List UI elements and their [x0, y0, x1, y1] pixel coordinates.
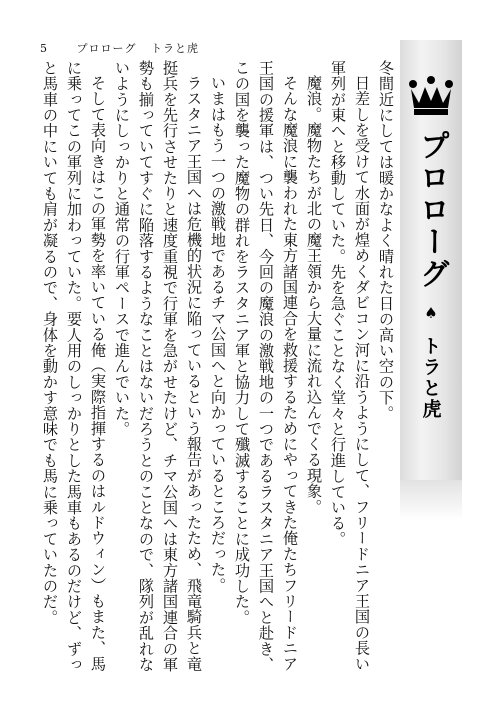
body-text — [38, 60, 398, 680]
paragraph: そんな魔浪に襲われた東方諸国連合を救援するためにやってきた俺たちフリードニア王国の援軍は、つい先日、今回の魔浪の激戦地の一つであるラスタニア王国へと赴き、この国を襲った魔物の群れをラスタニア軍と協力して殲滅することに成功した。 — [233, 60, 299, 673]
chapter-title-panel — [400, 40, 462, 480]
running-header — [40, 40, 199, 56]
page-number: 5 — [40, 42, 48, 55]
running-subtitle: トラと虎 — [151, 42, 199, 55]
chapter-title-main: プロローグ — [414, 130, 449, 290]
paragraph: そして表向きはこの軍勢を率いている俺（実際指揮するのはルドウィン）もまた、馬に乗ってこの軍列に加わっていた。要人用のしっかりとした馬車もあるのだけど、ずっと馬車の中にいても肩が凝るので、身体を動かす意味でも馬に乗っていたのだ。 — [41, 60, 107, 673]
paragraph: 魔浪。魔物たちが北の魔王領から大量に流れ込んでくる現象。 — [305, 75, 323, 515]
running-title: プロローグ — [76, 42, 137, 55]
paragraph: いまはもう一つの激戦地であるチマ公国へと向かっているところだった。 — [209, 75, 227, 594]
paragraph: 日差しを受けて水面が煌めくダビコン河に沿うようにして、フリードニア王国の長い軍列が東へと移動していた。先を急ぐことなく堂々と行進している。 — [329, 60, 371, 672]
crown-icon — [406, 75, 456, 117]
spade-separator-icon: ♠ — [422, 304, 440, 322]
paragraph: ラスタニア王国へは危機的状況に陥っているという報告があったため、飛竜騎兵と竜挺兵を先行させたりと速度重視で行軍を急がせたけど、チマ公国へは東方諸国連合の軍勢も揃っていてすぐに陥落するようなことはないだろうとのことなので、隊列が乱れないようにしっかりと通常の行軍ペースで進んでいた。 — [113, 60, 203, 673]
paragraph: 冬間近にしては暖かなよく晴れた日の高い空の下。 — [377, 60, 395, 422]
chapter-subtitle: トラと虎 — [419, 336, 442, 420]
chapter-title — [408, 130, 454, 460]
